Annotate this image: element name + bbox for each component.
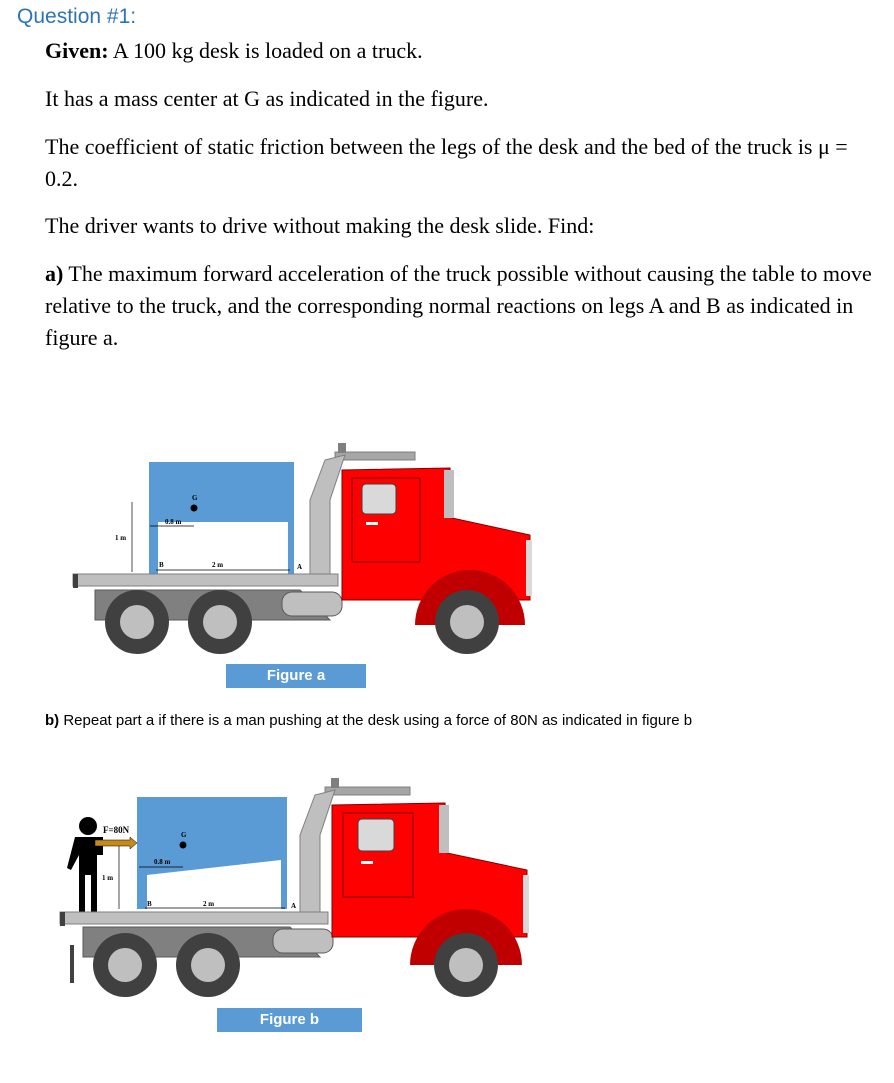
label-b: B bbox=[147, 900, 152, 908]
given-text: A 100 kg desk is loaded on a truck. bbox=[108, 38, 423, 63]
label-height: 1 m bbox=[102, 874, 114, 882]
figure-b-truck-diagram bbox=[55, 775, 535, 1000]
part-a-label: a) bbox=[45, 261, 64, 286]
part-a-text: The maximum forward acceleration of the truck possible without causing the table to move relative to the truck, and the corresponding normal reactions on legs A and B as indicated in figure a. bbox=[45, 261, 872, 350]
headache-rack bbox=[310, 455, 345, 580]
mass-center-dot bbox=[191, 505, 198, 512]
friction-paragraph: The coefficient of static friction between the legs of the desk and the bed of the truck is μ = 0.2. bbox=[45, 134, 848, 191]
driver-paragraph: The driver wants to drive without making the desk slide. Find: bbox=[45, 213, 595, 238]
part-a-paragraph bbox=[45, 258, 875, 354]
cab-pillar bbox=[444, 470, 454, 518]
door-handle bbox=[361, 861, 373, 864]
given-label: Given: bbox=[45, 38, 109, 63]
part-b-paragraph bbox=[45, 712, 875, 729]
label-span: 2 m bbox=[212, 561, 224, 569]
label-g: G bbox=[192, 494, 198, 502]
door-handle bbox=[366, 522, 378, 525]
bed-end bbox=[60, 912, 65, 926]
label-offset: 0.8 m bbox=[154, 858, 171, 866]
grille bbox=[523, 875, 529, 933]
label-span: 2 m bbox=[203, 900, 215, 908]
rack-bar bbox=[325, 787, 410, 795]
label-a: A bbox=[291, 902, 297, 910]
part-b-text: Repeat part a if there is a man pushing at the desk using a force of 80N as indicated in figure b bbox=[59, 712, 693, 729]
label-height: 1 m bbox=[115, 534, 127, 542]
figure-a-caption: Figure a bbox=[226, 664, 366, 688]
bed-end bbox=[73, 574, 78, 588]
label-g: G bbox=[181, 831, 187, 839]
label-a: A bbox=[297, 563, 303, 571]
man-pushing bbox=[67, 817, 103, 913]
part-b-label: b) bbox=[45, 712, 60, 729]
truck-bed bbox=[73, 574, 338, 586]
wheel-rear-2 bbox=[176, 933, 240, 997]
label-offset: 0.8 m bbox=[165, 518, 182, 526]
wheel-rear-1 bbox=[93, 933, 157, 997]
cab-window bbox=[358, 819, 394, 851]
wheel-rear-1 bbox=[105, 590, 169, 654]
rack-bar bbox=[335, 452, 415, 460]
figure-b-caption: Figure b bbox=[217, 1008, 362, 1032]
cab-pillar bbox=[439, 805, 449, 853]
mass-center-paragraph: It has a mass center at G as indicated in the figure. bbox=[45, 86, 489, 111]
wheel-front bbox=[435, 590, 499, 654]
fuel-tank bbox=[282, 592, 342, 616]
headache-rack bbox=[300, 790, 335, 915]
rack-post bbox=[338, 443, 346, 453]
given-paragraph bbox=[45, 35, 875, 67]
figure-a-truck-diagram bbox=[60, 440, 540, 660]
grille bbox=[526, 540, 532, 596]
label-b: B bbox=[159, 561, 164, 569]
question-title: Question #1: bbox=[17, 5, 137, 28]
truck-bed bbox=[60, 912, 328, 924]
wheel-rear-2 bbox=[188, 590, 252, 654]
fuel-tank bbox=[273, 929, 333, 953]
rack-post bbox=[331, 778, 339, 788]
mass-center-dot bbox=[180, 842, 187, 849]
wheel-front bbox=[434, 933, 498, 997]
mud-flap bbox=[70, 945, 74, 983]
label-force: F=80N bbox=[103, 825, 130, 835]
cab-window bbox=[362, 484, 396, 514]
